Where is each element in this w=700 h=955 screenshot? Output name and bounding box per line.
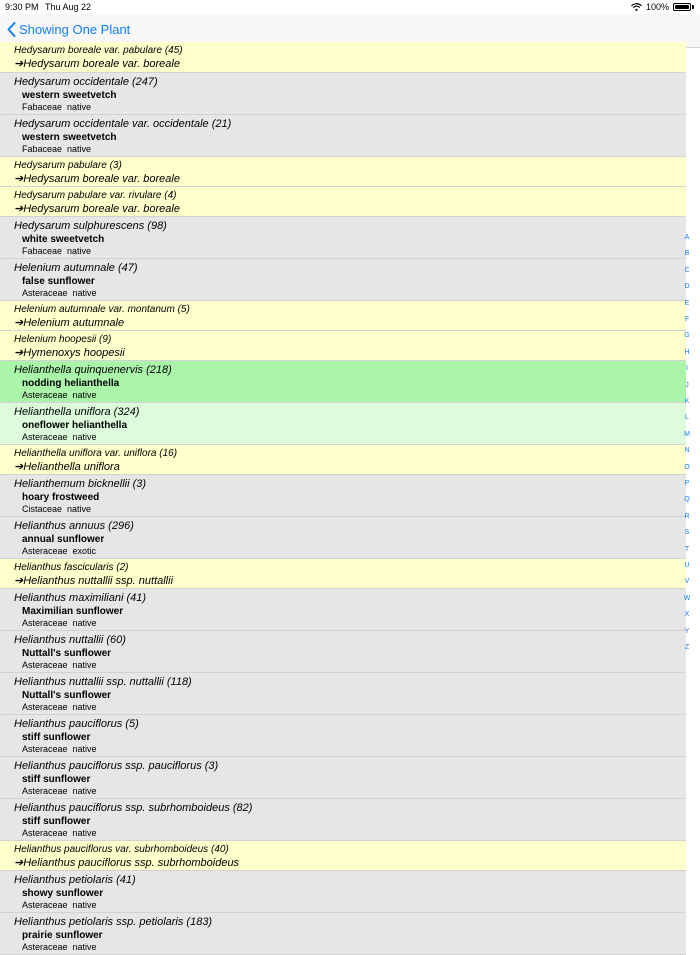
battery-percent: 100% <box>645 2 669 12</box>
accepted-name-link: ➔Helenium autumnale <box>14 317 125 329</box>
native-status: native <box>72 942 97 952</box>
plant-row[interactable] <box>0 757 686 799</box>
index-letter[interactable]: Q <box>684 496 690 504</box>
accepted-name-link: ➔Hymenoxys hoopesii <box>14 347 125 359</box>
family-name: Asteraceae <box>22 828 68 838</box>
accepted-name-link: ➔Helianthus nuttallii ssp. nuttallii <box>14 575 174 587</box>
index-letter[interactable]: U <box>684 562 690 569</box>
plant-row[interactable] <box>0 517 686 559</box>
plant-row[interactable] <box>0 403 686 445</box>
index-letter[interactable]: I <box>686 365 688 373</box>
family-status-line <box>22 900 97 910</box>
accepted-name-link: ➔Helianthella uniflora <box>14 461 120 473</box>
plant-row[interactable] <box>0 913 686 955</box>
family-name: Fabaceae <box>22 246 63 256</box>
family-status-line <box>22 246 91 256</box>
index-letter[interactable]: N <box>684 447 690 455</box>
common-name: showy sunflower <box>22 888 104 899</box>
scientific-name: Helenium autumnale var. montanum (5) <box>14 304 190 315</box>
accepted-name-link: ➔Hedysarum boreale var. boreale <box>14 58 180 70</box>
accepted-name-link: ➔Hedysarum boreale var. boreale <box>14 203 180 215</box>
native-status: native <box>72 702 97 712</box>
scientific-name: Helenium autumnale (47) <box>14 262 138 274</box>
common-name: stiff sunflower <box>22 816 91 827</box>
plant-row[interactable] <box>0 73 686 115</box>
wifi-icon <box>631 3 642 11</box>
index-letter[interactable]: L <box>685 414 689 422</box>
plant-row[interactable] <box>0 217 686 259</box>
scientific-name: Hedysarum occidentale var. occidentale (21) <box>14 118 232 130</box>
family-name: Asteraceae <box>22 288 68 298</box>
selected-plant-row[interactable] <box>0 361 686 403</box>
scientific-name: Helianthus pauciflorus var. subrhomboideus (40) <box>14 844 229 855</box>
common-name: western sweetvetch <box>22 132 117 143</box>
index-letter[interactable]: W <box>683 594 691 602</box>
common-name: prairie sunflower <box>22 930 103 941</box>
synonym-row[interactable] <box>0 301 686 331</box>
scientific-name: Hedysarum boreale var. pabulare (45) <box>14 45 183 56</box>
index-letter[interactable]: G <box>684 332 690 340</box>
back-button[interactable] <box>7 22 130 37</box>
family-name: Asteraceae <box>22 702 68 712</box>
index-letter[interactable]: H <box>684 348 690 356</box>
plant-row[interactable] <box>0 871 686 913</box>
family-status-line <box>22 432 97 442</box>
family-status-line <box>22 660 97 670</box>
scientific-name: Helianthus pauciflorus ssp. subrhomboideus (82) <box>14 802 253 814</box>
common-name: Maximilian sunflower <box>22 606 124 617</box>
status-bar <box>0 0 700 14</box>
family-status-line <box>22 102 91 112</box>
index-letter[interactable]: M <box>684 430 690 438</box>
native-status: exotic <box>72 546 97 556</box>
native-status: native <box>67 102 92 112</box>
status-time: 9:30 PM <box>5 2 39 12</box>
native-status: native <box>72 786 97 796</box>
family-name: Asteraceae <box>22 546 68 556</box>
index-letter[interactable]: Z <box>684 644 690 651</box>
common-name: Nuttall's sunflower <box>22 690 112 701</box>
native-status: native <box>72 432 97 442</box>
common-name: western sweetvetch <box>22 90 117 101</box>
family-name: Asteraceae <box>22 660 68 670</box>
scientific-name: Helianthus pauciflorus ssp. pauciflorus (3) <box>14 760 219 772</box>
family-status-line <box>22 786 97 796</box>
family-status-line <box>22 546 96 556</box>
index-letter[interactable]: S <box>684 529 690 537</box>
scientific-name: Helianthella uniflora (324) <box>14 406 140 418</box>
scientific-name: Hedysarum sulphurescens (98) <box>14 220 167 232</box>
family-name: Asteraceae <box>22 786 68 796</box>
common-name: white sweetvetch <box>22 234 105 245</box>
native-status: native <box>72 660 97 670</box>
accepted-name-link: ➔Hedysarum boreale var. boreale <box>14 173 180 185</box>
plant-row[interactable] <box>0 799 686 841</box>
index-letter[interactable]: F <box>684 316 690 323</box>
index-letter[interactable]: D <box>684 283 690 291</box>
status-date: Thu Aug 22 <box>45 2 92 12</box>
plant-row[interactable] <box>0 631 686 673</box>
family-name: Fabaceae <box>22 102 63 112</box>
family-name: Asteraceae <box>22 900 68 910</box>
native-status: native <box>72 390 97 400</box>
family-status-line <box>22 144 91 154</box>
plant-row[interactable] <box>0 259 686 301</box>
index-letter[interactable]: X <box>684 611 690 619</box>
scientific-name: Helianthus maximiliani (41) <box>14 592 147 604</box>
chevron-left-icon <box>7 22 16 37</box>
plant-row[interactable] <box>0 115 686 157</box>
index-letter[interactable]: J <box>685 381 689 389</box>
family-status-line <box>22 702 97 712</box>
index-letter[interactable]: O <box>684 463 690 471</box>
family-name: Asteraceae <box>22 942 68 952</box>
synonym-row[interactable] <box>0 331 686 361</box>
index-letter[interactable]: V <box>684 578 690 586</box>
scientific-name: Helianthemum bicknellii (3) <box>14 478 147 490</box>
family-name: Asteraceae <box>22 744 68 754</box>
common-name: hoary frostweed <box>22 492 100 503</box>
common-name: stiff sunflower <box>22 732 91 743</box>
scientific-name: Helianthella quinquenervis (218) <box>14 364 172 376</box>
scientific-name: Helianthus fascicularis (2) <box>14 562 129 573</box>
index-letter[interactable]: B <box>684 250 690 258</box>
synonym-row[interactable] <box>0 187 686 217</box>
scientific-name: Helianthus nuttallii (60) <box>14 634 126 646</box>
family-status-line <box>22 288 97 298</box>
family-status-line <box>22 828 97 838</box>
index-letter[interactable]: E <box>684 299 690 307</box>
plant-row[interactable] <box>0 589 686 631</box>
plant-row[interactable] <box>0 715 686 757</box>
index-letter[interactable]: P <box>684 480 690 487</box>
plant-row[interactable] <box>0 673 686 715</box>
scientific-name: Helianthus annuus (296) <box>14 520 134 532</box>
family-name: Asteraceae <box>22 390 68 400</box>
family-status-line <box>22 942 97 952</box>
accepted-name-link: ➔Helianthus pauciflorus ssp. subrhomboideus <box>14 857 240 869</box>
index-letter[interactable]: T <box>684 545 690 553</box>
plant-row[interactable] <box>0 475 686 517</box>
scientific-name: Helianthus nuttallii ssp. nuttallii (118) <box>14 676 192 688</box>
native-status: native <box>67 504 92 514</box>
alphabet-index[interactable] <box>680 0 700 886</box>
index-letter[interactable]: C <box>684 266 690 274</box>
native-status: native <box>72 744 97 754</box>
common-name: oneflower helianthella <box>22 420 128 431</box>
native-status: native <box>67 246 92 256</box>
family-name: Fabaceae <box>22 144 63 154</box>
scientific-name: Hedysarum pabulare var. rivulare (4) <box>14 190 177 201</box>
common-name: false sunflower <box>22 276 95 287</box>
synonym-row[interactable] <box>0 42 686 73</box>
common-name: annual sunflower <box>22 534 105 545</box>
synonym-row[interactable] <box>0 157 686 187</box>
family-status-line <box>22 390 97 400</box>
index-letter[interactable]: R <box>684 512 690 520</box>
native-status: native <box>72 288 97 298</box>
family-name: Asteraceae <box>22 618 68 628</box>
back-button-label: Showing One Plant <box>19 22 131 37</box>
scientific-name: Helianthus pauciflorus (5) <box>14 718 139 730</box>
synonym-row[interactable] <box>0 841 686 871</box>
native-status: native <box>67 144 92 154</box>
common-name: nodding helianthella <box>22 378 120 389</box>
index-letter[interactable]: A <box>684 234 690 241</box>
synonym-row[interactable] <box>0 559 686 589</box>
scientific-name: Helianthus petiolaris (41) <box>14 874 136 886</box>
plant-list[interactable] <box>0 45 700 952</box>
scientific-name: Helianthella uniflora var. uniflora (16) <box>14 448 178 459</box>
scientific-name: Hedysarum occidentale (247) <box>14 76 158 88</box>
scientific-name: Helianthus petiolaris ssp. petiolaris (183) <box>14 916 213 928</box>
family-status-line <box>22 504 91 514</box>
common-name: Nuttall's sunflower <box>22 648 112 659</box>
native-status: native <box>72 618 97 628</box>
index-letter[interactable]: K <box>684 398 690 405</box>
family-name: Asteraceae <box>22 432 68 442</box>
native-status: native <box>72 900 97 910</box>
scientific-name: Helenium hoopesii (9) <box>14 334 112 345</box>
family-status-line <box>22 744 97 754</box>
scientific-name: Hedysarum pabulare (3) <box>14 160 122 171</box>
synonym-row[interactable] <box>0 445 686 475</box>
family-status-line <box>22 618 97 628</box>
common-name: stiff sunflower <box>22 774 91 785</box>
native-status: native <box>72 828 97 838</box>
family-name: Cistaceae <box>22 504 63 514</box>
index-letter[interactable]: Y <box>684 627 690 635</box>
